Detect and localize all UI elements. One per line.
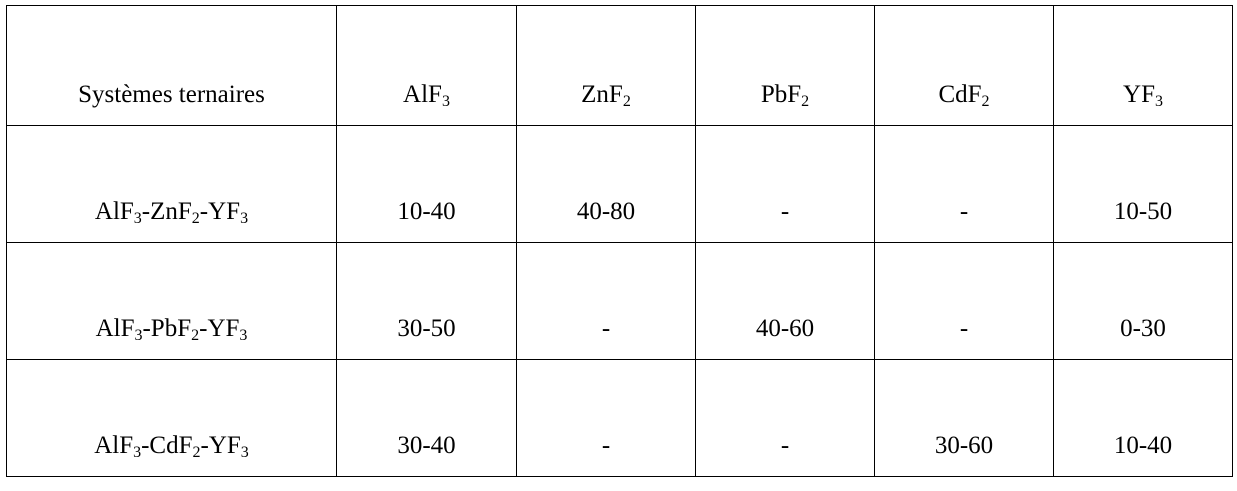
header-cell-znf2: ZnF$_2$ [517,6,696,126]
table-row [7,126,1233,243]
value-cell-alf3: 30-50 [337,243,517,360]
composition-table [6,5,1233,477]
header-cell-yf3: $YF_3$ [1054,6,1233,126]
value-cell-znf2: - [517,360,696,477]
system-name-cell: $AlF_3-PbF_2-YF_3$ [7,243,337,360]
value-cell-cdf2: - [875,126,1054,243]
value-cell-pbf2: - [696,360,875,477]
table-row [7,243,1233,360]
system-name-cell: $AlF_3-CdF_2-YF_3$ [7,360,337,477]
header-cell-alf3: AlF$_3$ [337,6,517,126]
value-cell-pbf2: - [696,126,875,243]
value-cell-znf2: - [517,243,696,360]
header-cell-cdf2: CdF$_2$ [875,6,1054,126]
value-cell-alf3: 30-40 [337,360,517,477]
value-cell-cdf2: 30-60 [875,360,1054,477]
header-cell-pbf2: PbF$_2$ [696,6,875,126]
value-cell-znf2: 40-80 [517,126,696,243]
header-cell-system: Systèmes ternaires [7,6,337,126]
table-row [7,360,1233,477]
value-cell-alf3: 10-40 [337,126,517,243]
value-cell-yf3: 10-40 [1054,360,1233,477]
value-cell-pbf2: 40-60 [696,243,875,360]
value-cell-yf3: 0-30 [1054,243,1233,360]
table-header-row [7,6,1233,126]
system-name-cell: $AlF_3-ZnF_2-YF_3$ [7,126,337,243]
value-cell-yf3: 10-50 [1054,126,1233,243]
value-cell-cdf2: - [875,243,1054,360]
